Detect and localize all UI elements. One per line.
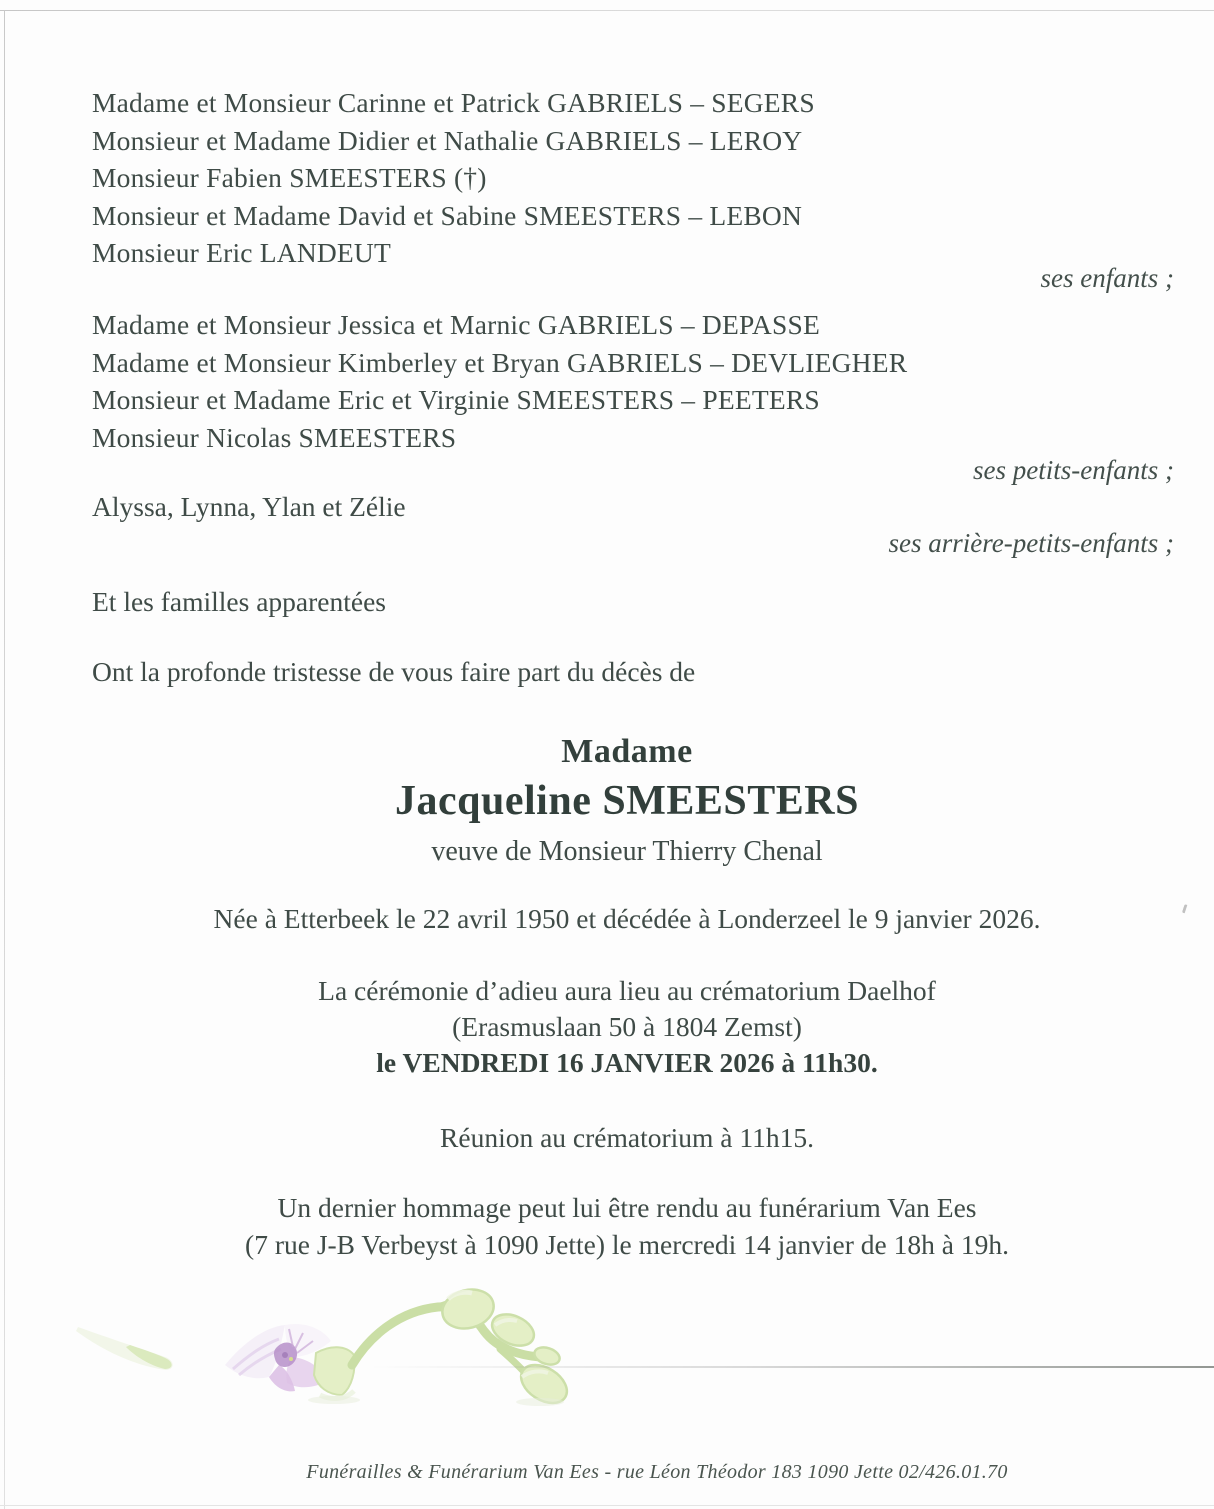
family-line: Monsieur Nicolas SMEESTERS	[92, 421, 457, 453]
funeral-home-footer: Funérailles & Funérarium Van Ees - rue Léon Théodor 183 1090 Jette 02/426.01.70	[306, 1461, 1008, 1483]
grandchildren-relation-label: ses petits-enfants ;	[973, 455, 1174, 485]
family-line: Monsieur Fabien SMEESTERS (†)	[92, 162, 487, 193]
deceased-widow-line: veuve de Monsieur Thierry Chenal	[431, 836, 823, 867]
children-relation-label: ses enfants ;	[1040, 263, 1174, 293]
family-line: Monsieur et Madame Eric et Virginie SMEESTERS – PEETERS	[92, 384, 820, 415]
tribute-line-1: Un dernier hommage peut lui être rendu au funérarium Van Ees	[277, 1192, 977, 1223]
birth-death-line: Née à Etterbeek le 22 avril 1950 et décédée à Londerzeel le 9 janvier 2026.	[213, 903, 1041, 934]
children-names-block	[92, 84, 1174, 272]
meeting-line: Réunion au crématorium à 11h15.	[440, 1122, 814, 1153]
family-line: Madame et Monsieur Kimberley et Bryan GABRIELS – DEVLIEGHER	[92, 346, 908, 378]
scan-edge-top	[0, 10, 1214, 11]
announcement-line: Ont la profonde tristesse de vous faire part du décès de	[92, 656, 696, 687]
family-line: Madame et Monsieur Jessica et Marnic GABRIELS – DEPASSE	[92, 309, 820, 340]
ceremony-address-line: (Erasmuslaan 50 à 1804 Zemst)	[452, 1011, 802, 1042]
orchid-flower-image	[70, 1283, 590, 1415]
scan-edge-left	[4, 10, 5, 1509]
family-line: Monsieur et Madame David et Sabine SMEESTERS – LEBON	[92, 199, 803, 231]
deceased-name: Jacqueline SMEESTERS	[395, 778, 859, 824]
family-line: Monsieur et Madame Didier et Nathalie GABRIELS – LEROY	[92, 124, 803, 156]
great-grandchildren-names: Alyssa, Lynna, Ylan et Zélie	[92, 491, 406, 522]
family-line: Madame et Monsieur Carinne et Patrick GABRIELS – SEGERS	[92, 87, 815, 118]
ceremony-place-line: La cérémonie d’adieu aura lieu au crématorium Daelhof	[318, 975, 936, 1006]
scan-edge-bottom	[0, 1505, 1214, 1506]
family-line: Monsieur Eric LANDEUT	[92, 237, 391, 268]
footer-divider-line	[370, 1366, 1214, 1368]
grandchildren-names-block	[92, 306, 1174, 456]
related-families-line: Et les familles apparentées	[92, 586, 386, 617]
deceased-title: Madame	[561, 733, 693, 770]
great-grandchildren-relation-label: ses arrière-petits-enfants ;	[888, 528, 1174, 558]
ceremony-date-line: le VENDREDI 16 JANVIER 2026 à 11h30.	[376, 1047, 878, 1078]
tribute-line-2: (7 rue J-B Verbeyst à 1090 Jette) le mercredi 14 janvier de 18h à 19h.	[245, 1229, 1009, 1260]
